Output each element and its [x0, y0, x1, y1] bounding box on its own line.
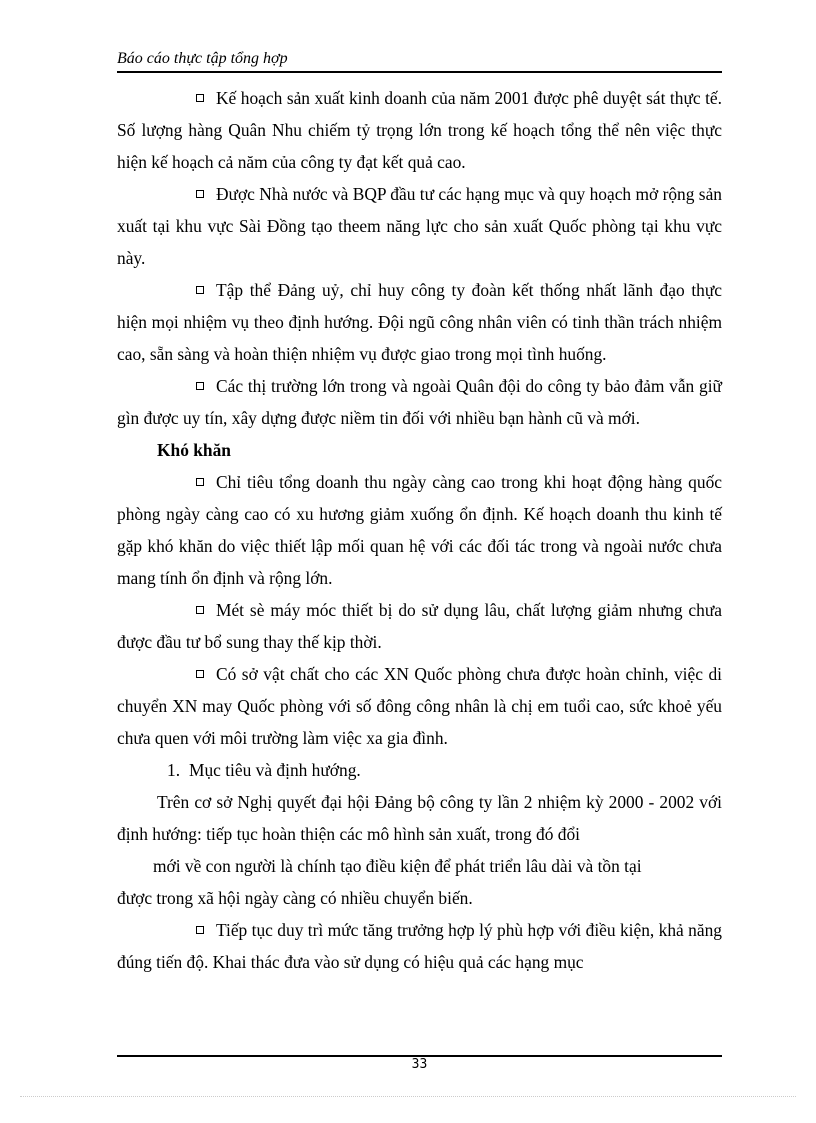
paragraph-8-line-3: được trong xã hội ngày càng có nhiều chuyển biến.	[117, 888, 473, 908]
section-title: Mục tiêu và định hướng.	[189, 760, 361, 780]
square-bullet-icon	[196, 926, 204, 934]
paragraph-6: Mét sè máy móc thiết bị do sử dụng lâu, chất lượng giảm nhưng chưa được đầu tư bổ sung thay thế kịp thời.	[117, 600, 722, 652]
paragraph-3: Tập thể Đảng uỷ, chỉ huy công ty đoàn kết thống nhất lãnh đạo thực hiện mọi nhiệm vụ theo định hướng. Đội ngũ công nhân viên có tinh thần trách nhiệm cao, sẵn sàng và hoàn thiện nhiệm vụ được giao trong mọi tình huống.	[117, 280, 722, 364]
heading-difficulties: Khó khăn	[157, 440, 231, 460]
header-rule	[117, 71, 722, 73]
page-number: 33	[411, 1057, 428, 1072]
section-number: 1.	[167, 760, 181, 780]
square-bullet-icon	[196, 478, 204, 486]
document-body	[117, 82, 722, 978]
paragraph-4: Các thị trường lớn trong và ngoài Quân đội do công ty bảo đảm vẫn giữ gìn được uy tín, xây dựng được niềm tin đối với nhiều bạn hành cũ và mới.	[117, 376, 722, 428]
paragraph-1: Kế hoạch sản xuất kinh doanh của năm 2001 được phê duyệt sát thực tế. Số lượng hàng Quân Nhu chiếm tỷ trọng lớn trong kế hoạch tổng thể nên việc thực hiện kế hoạch cả năm của công ty đạt kết quả cao.	[117, 88, 722, 172]
square-bullet-icon	[196, 670, 204, 678]
paragraph-7: Có sở vật chất cho các XN Quốc phòng chưa được hoàn chỉnh, việc di chuyển XN may Quốc phòng với số đông công nhân là chị em tuổi cao, sức khoẻ yếu chưa quen với môi trường làm việc xa gia đình.	[117, 664, 722, 748]
page-bottom-edge	[20, 1096, 796, 1097]
paragraph-9: Tiếp tục duy trì mức tăng trưởng hợp lý phù hợp với điều kiện, khả năng đúng tiến độ. Khai thác đưa vào sử dụng có hiệu quả các hạng mục	[117, 920, 722, 972]
running-header: Báo cáo thực tập tổng hợp	[117, 50, 288, 67]
square-bullet-icon	[196, 382, 204, 390]
square-bullet-icon	[196, 190, 204, 198]
section-heading	[117, 754, 722, 786]
paragraph-5: Chỉ tiêu tổng doanh thu ngày càng cao trong khi hoạt động hàng quốc phòng ngày càng cao có xu hương giảm xuống ổn định. Kế hoạch doanh thu kinh tế gặp khó khăn do việc thiết lập mối quan hệ với các đối tác trong và ngoài nước chưa mang tính ổn định và rộng lớn.	[117, 472, 722, 588]
paragraph-8-line-2: mới về con người là chính tạo điều kiện để phát triển lâu dài và tồn tại	[153, 856, 642, 876]
square-bullet-icon	[196, 94, 204, 102]
square-bullet-icon	[196, 606, 204, 614]
paragraph-8-line-1: Trên cơ sở Nghị quyết đại hội Đảng bộ công ty lần 2 nhiệm kỳ 2000 - 2002 với định hướng: tiếp tục hoàn thiện các mô hình sản xuất, trong đó đổi	[117, 792, 722, 844]
paragraph-2: Được Nhà nước và BQP đầu tư các hạng mục và quy hoạch mở rộng sản xuất tại khu vực Sài Đồng tạo theem năng lực cho sản xuất Quốc phòng tại khu vực này.	[117, 184, 722, 268]
square-bullet-icon	[196, 286, 204, 294]
